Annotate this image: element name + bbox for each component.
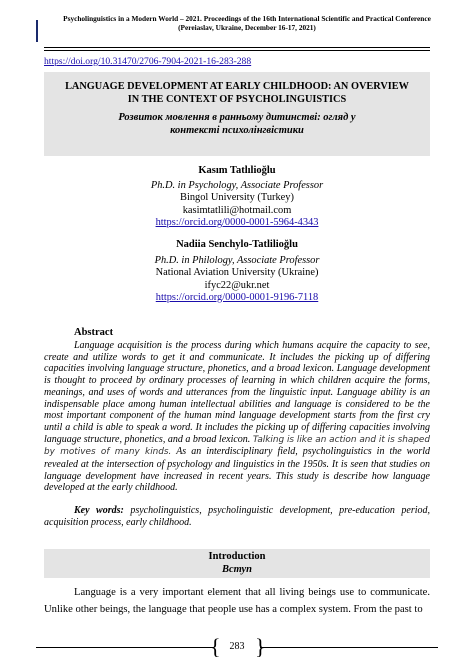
author-2-email: ifyc22@ukr.net [204,279,270,291]
title-box [44,72,430,156]
header-accent-bar [36,20,38,42]
keywords-label: Key words: [74,505,124,516]
author-1-details [0,180,474,229]
running-head-line-1: Psycholinguistics in a Modern World – 2021. Proceedings of the 16th International Scientific and Practical Conference [63,14,431,23]
abstract-text-part-1: Language acquisition is the process during which humans acquire the capacity to see, create and utilize words to get it and communicate. It includes the picking up of differing capacities involving language structure, phonetics, and a broad lexicon. Language development is thought to proceed by ordinary processes of learning in which children acquire the forms, meanings, and uses of words and utterances from the linguistic input. Language ability is an indispensable place among human intellectual abilities and language is considered to be the most important component of the human mind language development starts from the first cry until a child is able to speak a word. It includes the picking up of differing capacities involving language structure, phonetics, and a broad lexicon. [44,340,430,445]
author-1-affiliation: Bingol University (Turkey) [180,192,294,204]
introduction-heading-uk: Вступ [221,563,253,575]
header-rule-top [44,47,430,48]
footer-rule-right [260,647,438,648]
author-1-orcid-link[interactable]: https://orcid.org/0000-0001-5964-4343 [155,216,319,228]
running-head-line-2: (Pereiaslav, Ukraine, December 16-17, 2021) [178,23,316,32]
keywords [44,505,430,529]
author-1-email: kasimtatlili@hotmail.com [182,204,292,216]
running-head [50,14,444,32]
title-english: LANGUAGE DEVELOPMENT AT EARLY CHILDHOOD: AN OVERVIEW IN THE CONTEXT OF PSYCHOLINGUISTICS [65,81,409,105]
author-2-details [0,255,474,304]
abstract-text-part-sans: Talking is like an action and it is shaped by motives of many kinds. [44,434,431,458]
author-2-orcid-link[interactable]: https://orcid.org/0000-0001-9196-7118 [155,291,319,303]
title-ukrainian: Розвиток мовлення в ранньому дитинстві: огляд у контексті психолінгвістики [118,112,356,136]
doi-link[interactable]: https://doi.org/10.31470/2706-7904-2021-16-283-288 [44,56,252,67]
abstract-text-part-2: As an interdisciplinary field, psycholinguistics in the world revealed at the intersection of psychology and linguistics in the 1950s. It is seen that studies on language development have increased in recent years. This study is describe how language developed at the early childhood. [44,446,431,494]
author-2-role: Ph.D. in Philology, Associate Professor [154,255,320,266]
keywords-text: psycholinguistics, psycholinguistic development, pre-education period, acquisition process, early childhood. [44,505,430,528]
introduction-heading-en: Introduction [208,551,266,562]
author-1-name: Kasım Tatlılioğlu [198,165,276,176]
introduction-heading-box [44,549,430,578]
header-rule-bottom [44,50,430,51]
author-2-affiliation: National Aviation University (Ukraine) [155,267,319,279]
author-1-role: Ph.D. in Psychology, Associate Professor [150,180,324,191]
footer-left-brace: { [210,634,221,659]
page-number: 283 [229,641,245,652]
abstract-text [44,340,430,494]
author-2-name: Nadiia Senchylo-Tatlilioğlu [176,239,298,250]
abstract-heading: Abstract [74,327,114,338]
footer-right-brace: } [255,634,266,659]
body-paragraph: Language is a very important element that all living beings use to communicate. Unlike other beings, the language that people use has a complex system. From the past to [44,587,430,615]
footer-rule-left [36,647,214,648]
